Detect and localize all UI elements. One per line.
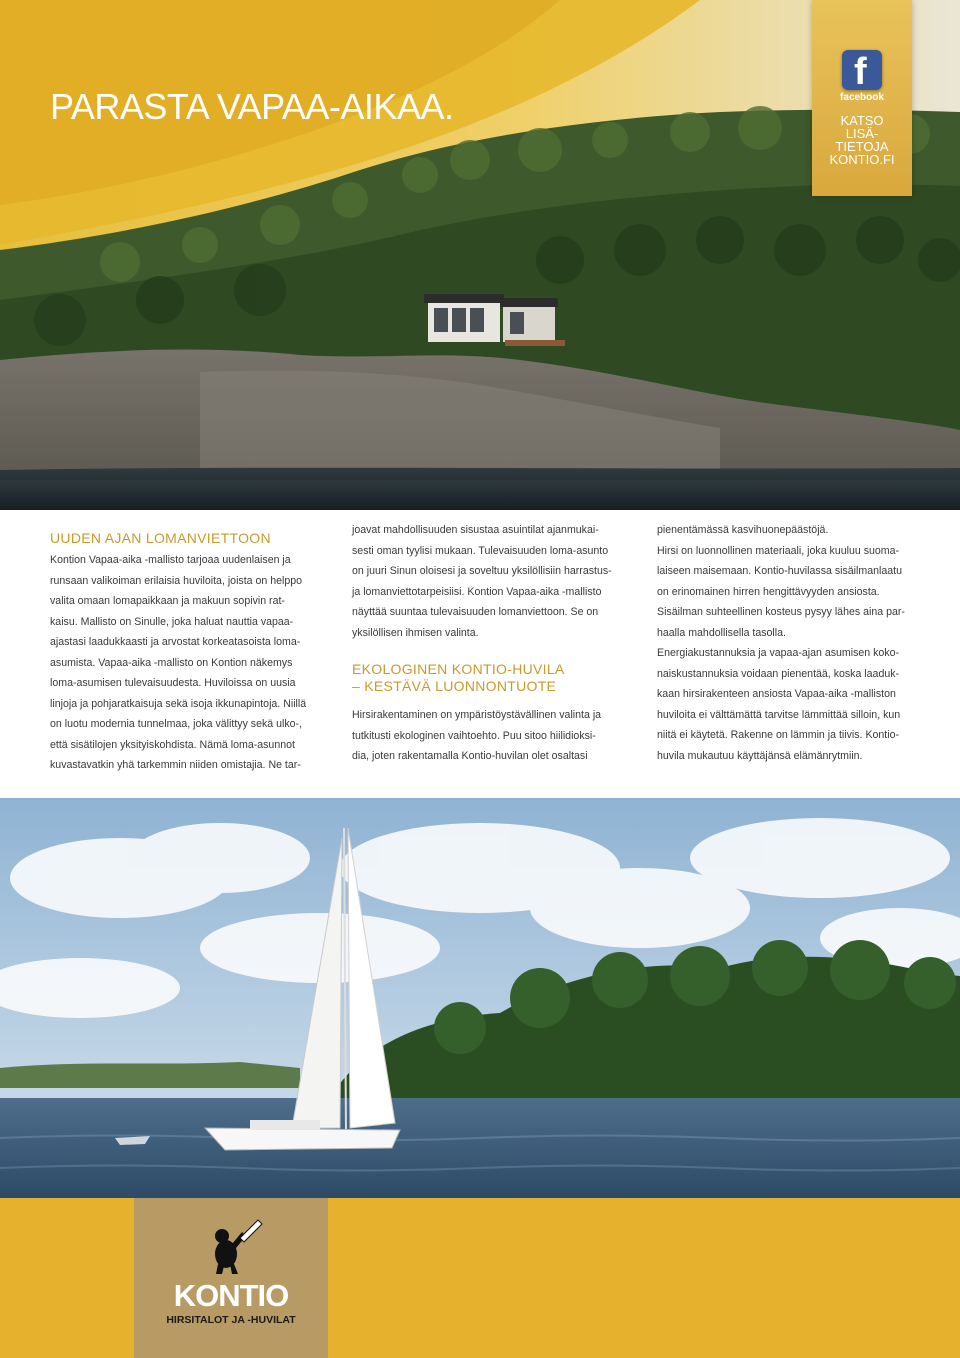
section-heading: – KESTÄVÄ LUONNONTUOTE — [352, 678, 557, 694]
text-line: asumista. Vapaa-aika -mallisto on Kontion näkemys — [50, 656, 293, 669]
text-line: joavat mahdollisuuden sisustaa asuintilat ajanmukai- — [352, 524, 599, 536]
text-line: kaan hirsirakenteen ansiosta Vapaa-aika -malliston — [657, 688, 896, 700]
brand-name: KONTIO — [173, 1278, 289, 1313]
hero-image — [0, 0, 960, 510]
text-line: pienentämässä kasvihuonepäästöjä. — [657, 524, 829, 536]
cta-line: TIETOJA — [835, 139, 889, 154]
cottage — [424, 294, 565, 346]
footer-band — [0, 1198, 960, 1358]
brand-tagline: HIRSITALOT JA -HUVILAT — [166, 1314, 296, 1326]
sailboat-photo — [0, 798, 960, 1198]
text-line: Energiakustannuksia ja vapaa-ajan asumisen koko- — [657, 647, 900, 659]
bear-icon — [134, 1198, 328, 1278]
text-line: näyttää suuntaa tulevaisuuden lomanviettoon. Se on — [352, 606, 599, 618]
brand-logo[interactable] — [134, 1198, 328, 1358]
text-line: Hirsirakentaminen on ympäristöystävällinen valinta ja — [352, 709, 602, 721]
facebook-icon: f — [842, 50, 882, 90]
article-column-3 — [657, 520, 917, 766]
text-line: naiskustannuksia voidaan pienentää, koska laaduk- — [657, 667, 900, 680]
text-line: laiseen maisemaan. Kontio-huvilassa sisäilmanlaatu — [657, 565, 902, 577]
section-heading: UUDEN AJAN LOMANVIETTOON — [50, 530, 271, 546]
text-line: runsaan valikoiman erilaisia huviloita, joista on helppo — [50, 574, 303, 587]
section-heading: EKOLOGINEN KONTIO-HUVILA — [352, 661, 565, 677]
cta-line: KONTIO.FI — [829, 152, 895, 167]
sailboat-illustration — [0, 798, 960, 1198]
text-line: Hirsi on luonnollinen materiaali, joka kuuluu suoma- — [657, 544, 900, 557]
text-line: linjoja ja pohjaratkaisuja sekä isoja ikkunapintoja. Niillä — [50, 697, 307, 710]
facebook-tab[interactable] — [812, 0, 912, 196]
text-line: haalla mahdollisella tasolla. — [657, 626, 786, 639]
text-line: niitä ei käytetä. Rakenne on lämmin ja tiivis. Kontio- — [657, 729, 900, 741]
text-line: ja lomanviettotarpeisiisi. Kontion Vapaa-aika -mallisto — [352, 585, 602, 598]
text-line: kuvastavatkin yhä tarkemmin niiden omistajia. Ne tar- — [50, 759, 301, 771]
text-line: yksilöllisen ihmisen valinta. — [352, 626, 479, 639]
article — [0, 520, 960, 780]
text-line: dia, joten rakentamalla Kontio-huvilan olet osaltasi — [352, 750, 588, 762]
text-line: sesti oman tyylisi mukaan. Tulevaisuuden loma-asunto — [352, 544, 609, 557]
facebook-label: facebook — [840, 92, 884, 103]
text-line: kaisu. Mallisto on Sinulle, joka haluat nauttia vapaa- — [50, 615, 294, 628]
cta-line: KATSO — [840, 113, 884, 128]
article-column-2 — [352, 520, 632, 767]
text-line: loma-asumisen tulevaisuudesta. Huviloissa on uusia — [50, 677, 296, 689]
text-line: on luotu modernia tunnelmaa, joka välittyy sekä ulko-, — [50, 718, 303, 730]
text-line: tutkitusti ekologinen vaihtoehto. Puu sitoo hiilidioksi- — [352, 729, 596, 742]
text-line: huvila mukautuu käyttäjänsä elämänrytmiin. — [657, 749, 863, 762]
article-column-1 — [50, 520, 320, 776]
text-line: on erinomainen hirren hengittävyyden ansiosta. — [657, 585, 880, 598]
text-line: ajastasi laadukkaasti ja arvostat korkeatasoista loma- — [50, 636, 301, 648]
text-line: on juuri Sinun oloisesi ja soveltuu yksilöllisiin harrastus- — [352, 565, 612, 577]
text-line: että sisätilojen yksityiskohdista. Nämä loma-asunnot — [50, 738, 295, 751]
more-info-link[interactable] — [812, 114, 912, 166]
text-line: Kontion Vapaa-aika -mallisto tarjoaa uudenlaisen ja — [50, 554, 291, 566]
cta-line: LISÄ- — [845, 126, 879, 141]
page-title: PARASTA VAPAA-AIKAA. — [50, 86, 454, 127]
text-line: huviloita ei välttämättä tarvitse lämmittää silloin, kun — [657, 708, 901, 721]
text-line: Sisäilman suhteellinen kosteus pysyy lähes aina par- — [657, 606, 905, 618]
text-line: valita omaan lomapaikkaan ja makuun sopivin rat- — [50, 595, 285, 607]
